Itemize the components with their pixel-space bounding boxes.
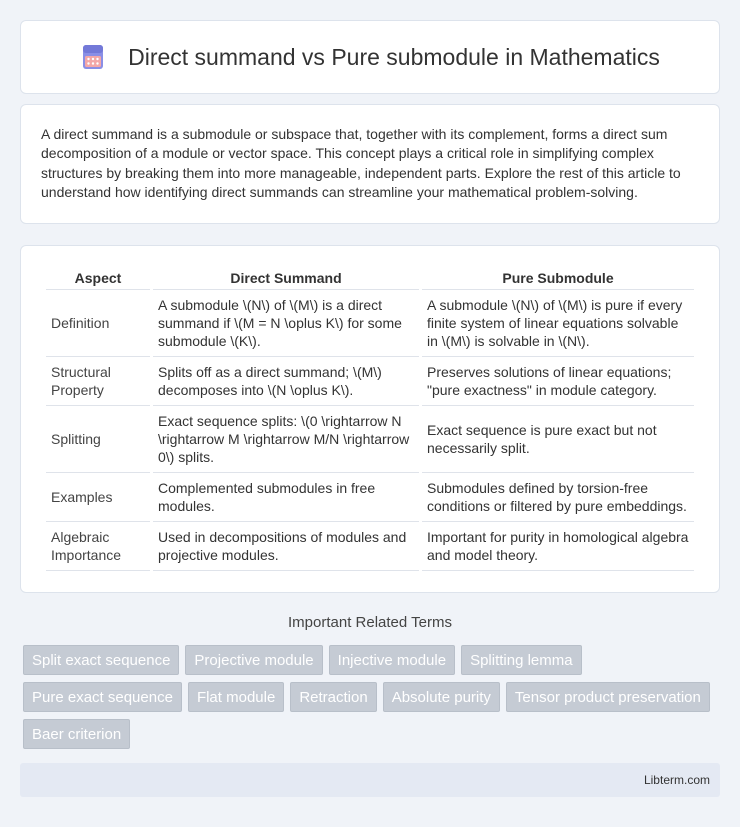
column-header-pure-submodule: Pure Submodule: [422, 266, 694, 290]
table-row: [46, 473, 694, 522]
comparison-table: [43, 266, 697, 571]
related-term-tag[interactable]: Projective module: [185, 645, 322, 675]
row-aspect: Splitting: [46, 406, 150, 473]
row-pure-submodule: Submodules defined by torsion-free conditions or filtered by pure embeddings.: [422, 473, 694, 522]
related-terms-list: [23, 645, 723, 749]
row-direct-summand: Splits off as a direct summand; \(M\) decomposes into \(N \oplus K\).: [153, 357, 419, 406]
intro-text: A direct summand is a submodule or subspace that, together with its complement, forms a direct sum decomposition of a module or vector space. This concept plays a critical role in simplifying complex structures by breaking them into more manageable, independent parts. Explore the rest of this article to understand how identifying direct summands can streamline your mathematical problem-solving.: [41, 126, 681, 200]
row-direct-summand: Used in decompositions of modules and projective modules.: [153, 522, 419, 571]
related-term-tag[interactable]: Baer criterion: [23, 719, 130, 749]
calculator-icon: [80, 44, 106, 70]
page-title: Direct summand vs Pure submodule in Mathematics: [128, 43, 660, 70]
footer: [20, 763, 720, 797]
row-pure-submodule: Important for purity in homological algebra and model theory.: [422, 522, 694, 571]
table-row: [46, 406, 694, 473]
table-header-row: [46, 266, 694, 290]
table-row: [46, 290, 694, 357]
column-header-direct-summand: Direct Summand: [153, 266, 419, 290]
row-aspect: Definition: [46, 290, 150, 357]
row-pure-submodule: A submodule \(N\) of \(M\) is pure if every finite system of linear equations solvable in \(M\) is solvable in \(N\).: [422, 290, 694, 357]
row-direct-summand: A submodule \(N\) of \(M\) is a direct summand if \(M = N \oplus K\) for some submodule \(K\).: [153, 290, 419, 357]
row-aspect: Examples: [46, 473, 150, 522]
header-card: [20, 20, 720, 94]
related-term-tag[interactable]: Flat module: [188, 682, 284, 712]
related-term-tag[interactable]: Injective module: [329, 645, 455, 675]
related-term-tag[interactable]: Tensor product preservation: [506, 682, 710, 712]
row-direct-summand: Exact sequence splits: \(0 \rightarrow N \rightarrow M \rightarrow M/N \rightarrow 0\) splits.: [153, 406, 419, 473]
row-pure-submodule: Preserves solutions of linear equations; "pure exactness" in module category.: [422, 357, 694, 406]
row-direct-summand: Complemented submodules in free modules.: [153, 473, 419, 522]
related-term-tag[interactable]: Retraction: [290, 682, 376, 712]
related-term-tag[interactable]: Absolute purity: [383, 682, 500, 712]
intro-card: [20, 104, 720, 224]
column-header-aspect: Aspect: [46, 266, 150, 290]
row-pure-submodule: Exact sequence is pure exact but not necessarily split.: [422, 406, 694, 473]
table-row: [46, 522, 694, 571]
footer-site-link[interactable]: Libterm.com: [643, 773, 710, 787]
related-term-tag[interactable]: Split exact sequence: [23, 645, 179, 675]
row-aspect: Algebraic Importance: [46, 522, 150, 571]
related-term-tag[interactable]: Pure exact sequence: [23, 682, 182, 712]
comparison-table-card: [20, 245, 720, 593]
row-aspect: Structural Property: [46, 357, 150, 406]
related-terms-title: Important Related Terms: [288, 614, 452, 631]
table-row: [46, 357, 694, 406]
related-term-tag[interactable]: Splitting lemma: [461, 645, 582, 675]
